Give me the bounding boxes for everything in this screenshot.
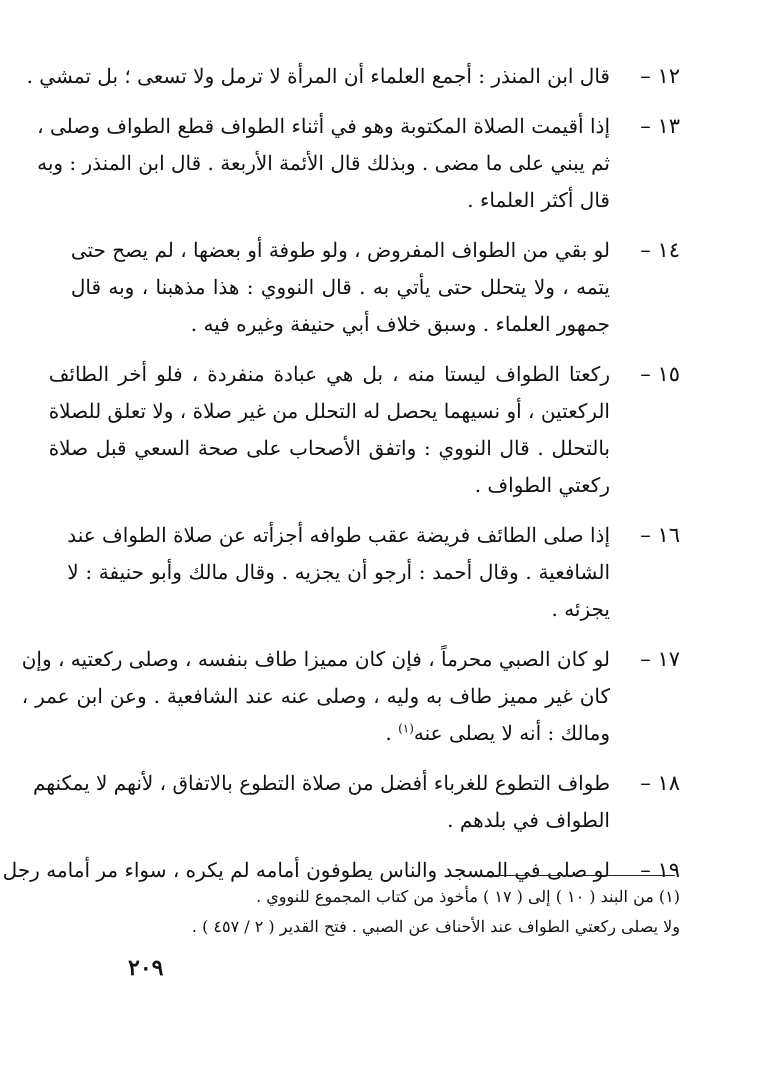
- list-item: [67, 517, 680, 628]
- page-number: ٢٠٩: [128, 955, 164, 981]
- list-item: [37, 108, 680, 219]
- text-line: ركعتي الطواف .: [474, 473, 610, 497]
- item-number: ١٥ –: [640, 362, 680, 386]
- text-line: الشافعية . وقال أحمد : أرجو أن يجزيه . وقال مالك وأبو حنيفة : لا: [67, 560, 610, 584]
- item-text: [67, 517, 610, 628]
- list-item: [48, 356, 680, 504]
- footnote-reference[interactable]: (١): [398, 721, 414, 736]
- text-line: قال أكثر العلماء .: [467, 188, 610, 212]
- text-line: قال ابن المنذر : أجمع العلماء أن المرأة لا ترمل ولا تسعى ؛ بل تمشي .: [26, 64, 610, 88]
- text-line: الطواف في بلدهم .: [447, 808, 610, 832]
- text-line: يجزئه .: [551, 597, 610, 621]
- text-line-tail: .: [385, 721, 399, 745]
- text-line: ثم يبني على ما مضى . وبذلك قال الأئمة الأربعة . قال ابن المنذر : وبه: [37, 151, 610, 175]
- text-line: لو صلى في المسجد والناس يطوفون أمامه لم يكره ، سواء مر أمامه رجل: [2, 858, 610, 882]
- text-line: إذا أقيمت الصلاة المكتوبة وهو في أثناء الطواف قطع الطواف وصلى ،: [37, 114, 610, 138]
- footnotes: [80, 882, 680, 942]
- item-number: ١٤ –: [640, 238, 680, 262]
- text-line: بالتحلل . قال النووي : واتفق الأصحاب على صحة السعي قبل صلاة: [48, 436, 610, 460]
- item-number: ١٧ –: [640, 647, 680, 671]
- item-text: [49, 356, 610, 504]
- list-item: [70, 232, 680, 343]
- item-number: ١٣ –: [640, 114, 680, 138]
- text-line: يتمه ، ولا يتحلل حتى يأتي به . قال النووي : هذا مذهبنا ، وبه قال: [70, 275, 610, 299]
- main-text: [2, 58, 680, 902]
- item-text: [71, 232, 610, 343]
- list-item: [32, 765, 680, 839]
- item-number: ١٦ –: [640, 523, 680, 547]
- item-text: [22, 641, 610, 752]
- footnote-divider: [475, 875, 675, 876]
- text-line: جمهور العلماء . وسبق خلاف أبي حنيفة وغيره فيه .: [190, 312, 610, 336]
- text-line-content: ومالك : أنه لا يصلى عنه: [413, 721, 610, 745]
- text-line: [22, 715, 610, 752]
- item-number: ١٢ –: [640, 64, 680, 88]
- list-item: [21, 641, 680, 752]
- item-number: ١٩ –: [640, 858, 680, 882]
- text-line: لو بقي من الطواف المفروض ، ولو طوفة أو بعضها ، لم يصح حتى: [70, 238, 610, 262]
- item-text: [37, 108, 610, 219]
- list-item: [26, 58, 680, 95]
- item-text: [27, 58, 610, 95]
- text-line: الركعتين ، أو نسيهما يحصل له التحلل من غير صلاة ، ولا تعلق للصلاة: [48, 399, 610, 423]
- footnote-line: ولا يصلى ركعتي الطواف عند الأحناف عن الصبي . فتح القدير ( ٢ / ٤٥٧ ) .: [191, 917, 680, 936]
- footnote-line: (١) من البند ( ١٠ ) إلى ( ١٧ ) مأخوذ من كتاب المجموع للنووي .: [256, 887, 680, 906]
- text-line: لو كان الصبي محرماً ، فإن كان مميزا طاف بنفسه ، وصلى ركعتيه ، وإن: [21, 647, 610, 671]
- text-line: ركعتا الطواف ليستا منه ، بل هي عبادة منفردة ، فلو أخر الطائف: [48, 362, 610, 386]
- text-line: كان غير مميز طاف به وليه ، وصلى عنه عند الشافعية . وعن ابن عمر ،: [21, 684, 610, 708]
- text-line: طواف التطوع للغرباء أفضل من صلاة التطوع بالاتفاق ، لأنهم لا يمكنهم: [32, 771, 610, 795]
- text-line: إذا صلى الطائف فريضة عقب طوافه أجزأته عن صلاة الطواف عند: [67, 523, 610, 547]
- item-number: ١٨ –: [640, 771, 680, 795]
- item-text: [33, 765, 610, 839]
